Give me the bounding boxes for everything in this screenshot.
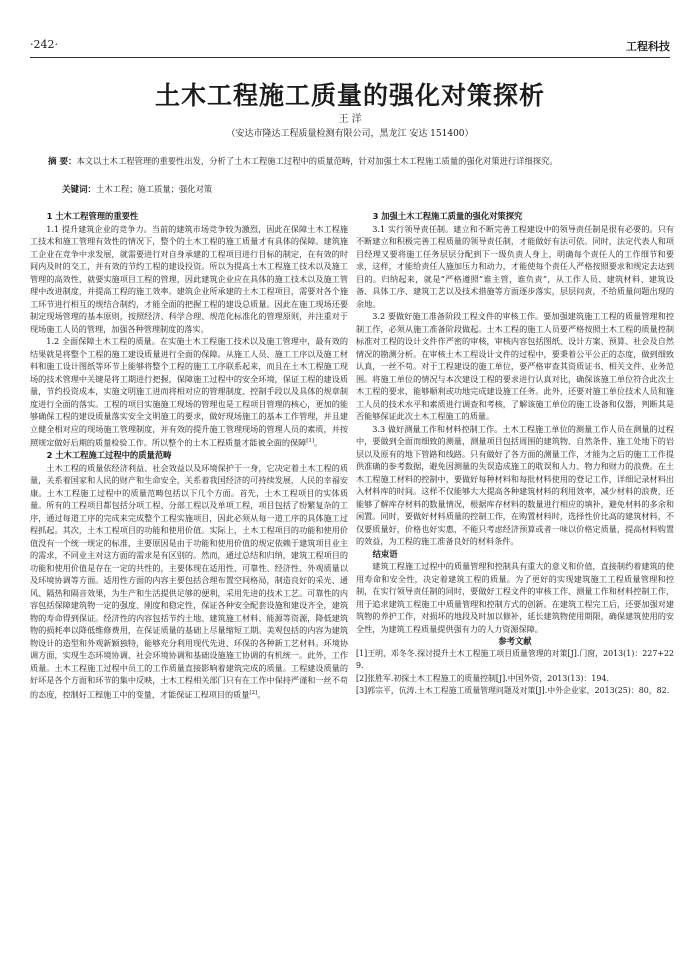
page-number: ·242· [30, 38, 58, 51]
reference-item: [2]张胜军.初探土木工程施工的质量控制[J].中国外资，2013(13)：194. [356, 673, 609, 683]
citation: [1] [306, 438, 315, 444]
reference-item: [1]王明，邓冬冬.探讨提升土木工程施工项目质量管理的对策[J].门窗，2013(1)：227+229. [356, 649, 674, 671]
paragraph: 土木工程的质量依经济利益、社会效益以及环境保护于一身，它决定着土木工程的质量，关系着国家和人民的财产和生命安全，关系着我国经济的可持续发展，人民的幸福安康。土木工程施工过程中的质量范畴包括以下几个方面。首先，土木工程项目的实体质量。所有的工程项目都包括分项工程、分部工程以及单项工程，项目包括了纷繁复杂的工序，通过每道工序的完成来完成整个工程实施项目，因此必须从每一道工序的具体施工过程抓起。其次，土木工程项目的功能和使用价值。实际上，土木工程项目的功能和使用价值没有一个统一规定的标准，主要原因是由于功能和使用价值的规定依赖于建筑项目业主的需求，不同业主对这方面的需求是有区别的。然而，通过总结和归纳，建筑工程项目的功能和使用价值是存在一定的共性的，主要体现在适用性、可靠性、经济性、外观质量以及环境协调等方面。适用性方面的内容主要包括合理布置空间格局，制造良好的采光、通风、隔热和隔音效果，为生产和生活提供足够的便利，采用先进的技术工艺。可靠性的内容包括保障建筑物一定的强度、刚度和稳定性，保证各种安全配套设施和建设齐全，建筑物的寿命得到保证。经济性的内容包括节约土地、建筑施工材料、能源等资源，降低建筑物的损耗率以降低维修费用，在保证质量的基础上尽量缩短工期。美观包括的内容为建筑物设计的造型和外观新颖独特，能够充分利用现代先进、环保的各种新工艺材料。环境协调方面，实现生态环境协调、社会环境协调和基础设施施工协调的有机统一。此外，工作质量。土木工程施工过程中员工的工作质量直接影响着建筑完成的质量。工程建设质量的好坏是各个方面和环节的集中反映，土木工程相关部门只有在工作中保持严谨和一丝不苟的态度，控制好工程施工中的变量，才能保证工程项目的质量[2]。 [30, 462, 348, 700]
conclusion-paragraph: 建筑工程施工过程中的质量管理和控制具有重大的意义和价值，直接制约着建筑的使用寿命和安全性，决定着建筑工程的质量。为了更好的实现建筑施工工程质量管理和控制，在实行领导责任制的同时，要做好工程文件的审核工作、测量工作和材料控制工作，用于追求建筑工程施工中质量管理和控制方式的创新。在建筑工程完工后，还要加强对建筑物的养护工作，对损坏的地段及时加以修补，延长建筑物使用期限，确保建筑使用的安全性，为建筑工程质量提供强有力的人力资源保障。 [356, 561, 674, 634]
references-heading: 参考文献 [498, 636, 532, 646]
paragraph-text: 土木工程的质量依经济利益、社会效益以及环境保护于一身，它决定着土木工程的质量，关系着国家和人民的财产和生命安全，关系着我国经济的可持续发展，人民的幸福安康。土木工程施工过程中的质量范畴包括以下几个方面。首先，土木工程项目的实体质量。所有的工程项目都包括分项工程、分部工程以及单项工程，项目包括了纷繁复杂的工序，通过每道工序的完成来完成整个工程实施项目，因此必须从每一道工序的具体施工过程抓起。其次，土木工程项目的功能和使用价值。实际上，土木工程项目的功能和使用价值没有一个统一规定的标准，主要原因是由于功能和使用价值的规定依赖于建筑项目业主的需求，不同业主对这方面的需求是有区别的。然而，通过总结和归纳，建筑工程项目的功能和使用价值是存在一定的共性的，主要体现在适用性、可靠性、经济性、外观质量以及环境协调等方面。适用性方面的内容主要包括合理布置空间格局，制造良好的采光、通风、隔热和隔音效果，为生产和生活提供足够的便利，采用先进的技术工艺。可靠性的内容包括保障建筑物一定的强度、刚度和稳定性，保证各种安全配套设施和建设齐全，建筑物的寿命得到保证。经济性的内容包括节约土地、建筑施工材料、能源等资源，降低建筑物的损耗率以降低维修费用，在保证质量的基础上尽量缩短工期。美观包括的内容为建筑物设计的造型和外观新颖独特，能够充分利用现代先进、环保的各种新工艺材料。环境协调方面，实现生态环境协调、社会环境协调和基础设施施工协调的有机统一。此外，工作质量。土木工程施工过程中员工的工作质量直接影响着建筑完成的质量。工程建设质量的好坏是各个方面和环节的集中反映，土木工程相关部门只有在工作中保持严谨和一丝不苟的态度，控制好工程施工中的变量，才能保证工程项目的质量 [30, 462, 348, 700]
header-rule [30, 57, 670, 58]
paragraph: 3.1 实行领导责任制。建立和不断完善工程建设中的领导责任制是很有必要的。只有不断建立和积极完善工程质量的领导责任制，才能做好有法可依。同时，法定代表人和项目经理又要将施工任务层层分配到下一级负责人身上，明确每个责任人的工作细节和要求，这样，才能给责任人施加压力和动力，才能使每个责任人严格按照要求和规定去达到目的。归纳起来，就是“严格遵照”谁主管，谁负责”，从工作人员、建筑材料、建筑设备、具体工序、建筑工艺以及技术措施等方面逐步落实，层层问责，不给质量问题出现的余地。 [356, 223, 674, 309]
keywords-label: 关键词： [62, 185, 97, 195]
paragraph: 3.2 要做好施工准备阶段工程文件的审核工作。要加强建筑施工工程的质量管理和控制工作，必须从施工准备阶段做起。土木工程的施工人员要严格按照土木工程的质量控制标准对工程的设计文件作严密的审核，审核内容包括图纸、设计方案、预算、社会及自然情况的勘测分析。在审核土木工程设计文件的过程中，要秉着公平公正的态度，做到细致认真，一丝不苟。对于工程建设的施工单位，要严格审查其资质证书、相关文件、业务范围。将施工单位的情况与本次建设工程的要求进行认真对比，确保该施工单位符合此次土木工程的要求，能够顺利或功地完成建设施工任务。此外，还要对施工单位技术人员和施工人员的技术水平和素质进行调查和考核，了解该施工单位的施工设备和仪器，判断其是否能够保证此次土木工程施工的质量。 [356, 311, 674, 421]
affiliation: （安达市隆达工程质量检测有限公司，黑龙江 安达 151400） [226, 129, 474, 139]
conclusion-heading: 结束语 [372, 548, 398, 559]
citation: [2] [249, 689, 258, 696]
reference-item: [3]郭宗平，伉涛.土木工程施工质量管理问题及对策[J].中外企业家，2013(25)：80，82. [356, 686, 670, 696]
section-heading: 2 土木工程施工过程中的质量范畴 [46, 450, 172, 461]
running-header [30, 38, 670, 56]
abstract-text: 本文以土木工程管理的重要性出发，分析了土木工程施工过程中的质量范畴，针对加强土木工程施工质量的强化对策进行详细探究。 [76, 156, 558, 166]
section-heading: 1 土木工程管理的重要性 [46, 211, 139, 221]
author: 王 洋 [338, 114, 362, 125]
right-column [356, 210, 674, 698]
left-column [30, 210, 348, 701]
paragraph: 1.2 全面保障土木工程的质量。在实施土木工程施工技术以及施工管理中，最有效的结果就是将整个工程的施工建设质量进行全面的保障。从施工人员、施工工序以及施工材料和施工设计图纸等环节上能够将整个工程的施工工序联系起来，而且在土木工程施工现场的技术管理中关键是将工期进行把握，保障施工过程中的安全环境，保证工程的建设质量，节约投资成本，实施文明施工进而将相对应的管理制度、控制手段以及具体的规章制度进行全面的落实。工程的项目实施施工现场的管理也是工程项目管理的核心，更加的能够确保工程的建设质量落实安全文明施工的要求，做好现场施工的基本工作管理，并且建立健全相对应的现场施工管理制度，并有效的提升施工管理现场的管理人员的素质，并按照规定做好后期的质量检验工作。所以整个的土木工程质量才能被全面的保障[1]。 [30, 336, 348, 448]
paragraph: 1.1 提升建筑企业的竞争力。当前的建筑市场竞争较为激烈，因此在保障土木工程施工技术和施工管理有效性的情况下，整个的土木工程的施工质量才有具体的保障。建筑施工企业在竞争中求发展，就需要进行对自身承建的工程项目进行目标的制定，在有效的时间内及时的交工，并有效的节约工程的建设投资。所以为提高土木工程施工技术以及施工管理的高效性，就要实施项目工程的管理，因此建筑企业应在具体的施工技术以及施工管理中改进制度，并提高工程的施工效率。建筑企业所承建的土木工程项目，需要对各个施工环节进行相互的规结合制约，才能全面的把握工程的建设总质量。因此在施工现场还要制定现场管理的基本原则，按照经济、科学合理、规范化标准化的管理原则，并注重对于现场施工人员的管理，加强各种管理制度的落实。 [30, 223, 348, 334]
journal-name: 工程科技 [626, 40, 670, 53]
reference-list [356, 648, 674, 698]
paragraph-text: 1.2 全面保障土木工程的质量。在实施土木工程施工技术以及施工管理中，最有效的结果就是将整个工程的施工建设质量进行全面的保障。从施工人员、施工工序以及施工材料和施工设计图纸等环节上能够将整个工程的施工工序联系起来，而且在土木工程施工现场的技术管理中关键是将工期进行把握，保障施工过程中的安全环境，保证工程的建设质量，节约投资成本，实施文明施工进而将相对应的管理制度、控制手段以及具体的规章制度进行全面的落实。工程的项目实施施工现场的管理也是工程项目管理的核心，更加的能够确保工程的建设质量落实安全文明施工的要求，做好现场施工的基本工作管理，并且建立健全相对应的现场施工管理制度，并有效的提升施工管理现场的管理人员的素质，并按照规定做好后期的质量检验工作。所以整个的土木工程质量才能被全面的保障 [30, 336, 348, 448]
paragraph: 3.3 做好测量工作和材料控制工作。土木工程施工单位的测量工作人员在测量的过程中，要做到全面而细致的测量，测量项目包括周围的建筑物、自然条件、施工处地下的岩层以及原有的地下管路和线路。只有做好了各方面的测量工作，才能为之后的施工工作提供准确的参考数据，避免因测量的失误造成施工的耽误和人力、物力和财力的浪费。在土木工程施工材料的控制中，要做好每种材料和每批材料使用的登记工作，详细记录材料出入材料库的时间。这样不仅能够大大提高各种建筑材料的利用效率，减少材料的浪费，还能够了解库存材料的数量情况，根据库存材料的数量进行相应的填补，避免材料的多余和闲置。同时，要做好材料质量的控制工作，在购置材料时，选择性价比高的建筑材料，不仅要质量好，价格也好实惠，不能只考虑经济预算或者一味以价格定质量，提高材料购置的效益，为工程的施工准备良好的材料条件。 [356, 423, 674, 546]
abstract [48, 154, 658, 169]
keywords-text: 土木工程；施工质量；强化对策 [96, 184, 213, 194]
article-title: 土木工程施工质量的强化对策探析 [154, 81, 545, 110]
abstract-label: 摘 要： [48, 157, 77, 167]
keywords [62, 183, 658, 195]
section-heading: 3 加强土木工程施工质量的强化对策探究 [372, 211, 523, 221]
